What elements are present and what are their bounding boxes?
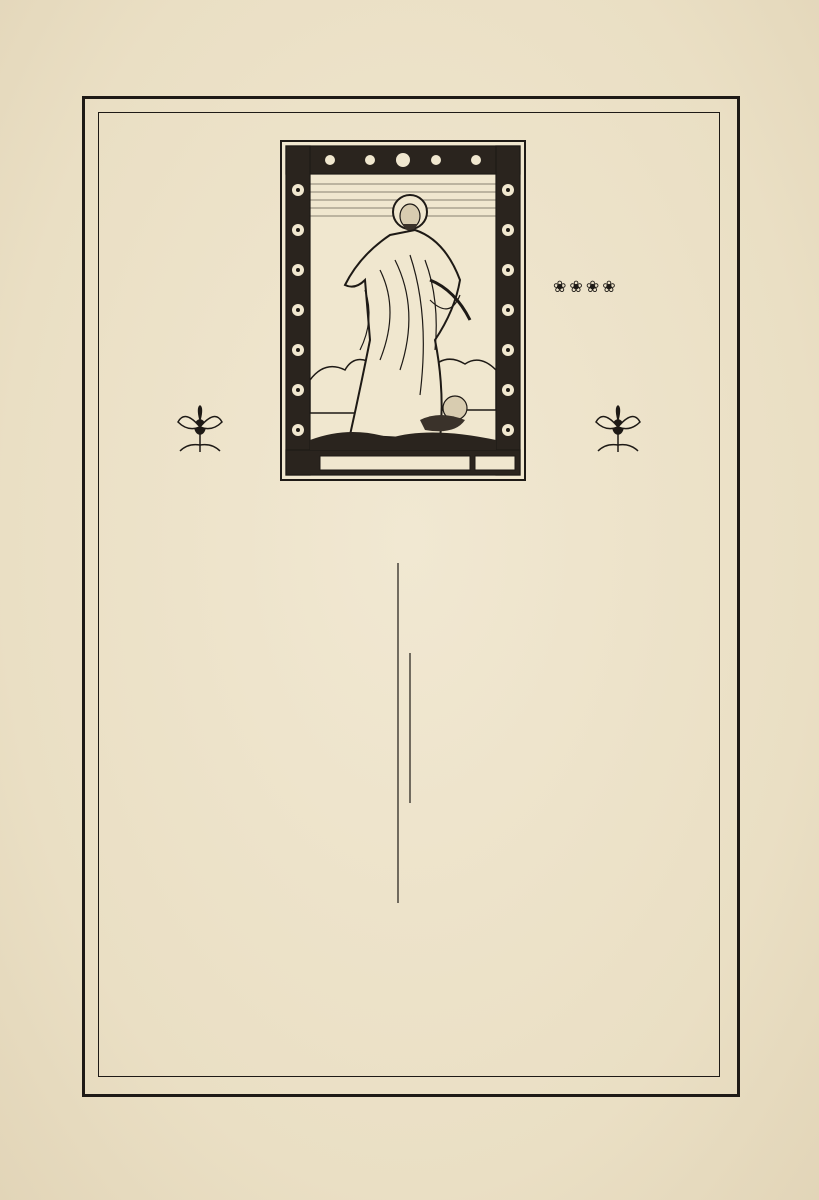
prayer: [115, 1033, 700, 1049]
intro-right-line: [546, 276, 698, 299]
center-ornament-column: [360, 503, 448, 973]
response: [428, 987, 437, 1002]
flower-ornament-left-icon: [170, 405, 230, 455]
ornamental-border-bottom: [82, 1071, 734, 1091]
clover-ornament-icon: ❀❀❀❀: [546, 279, 619, 296]
ornamental-border-left: [82, 96, 102, 1091]
ornamental-border-top: [82, 96, 734, 116]
flower-ornament-right-icon: [588, 405, 648, 455]
versicle: [115, 987, 124, 1002]
intro-right: [546, 276, 698, 299]
saint-daniel-woodcut: [280, 140, 526, 481]
ornamental-border-right: [714, 96, 734, 1091]
